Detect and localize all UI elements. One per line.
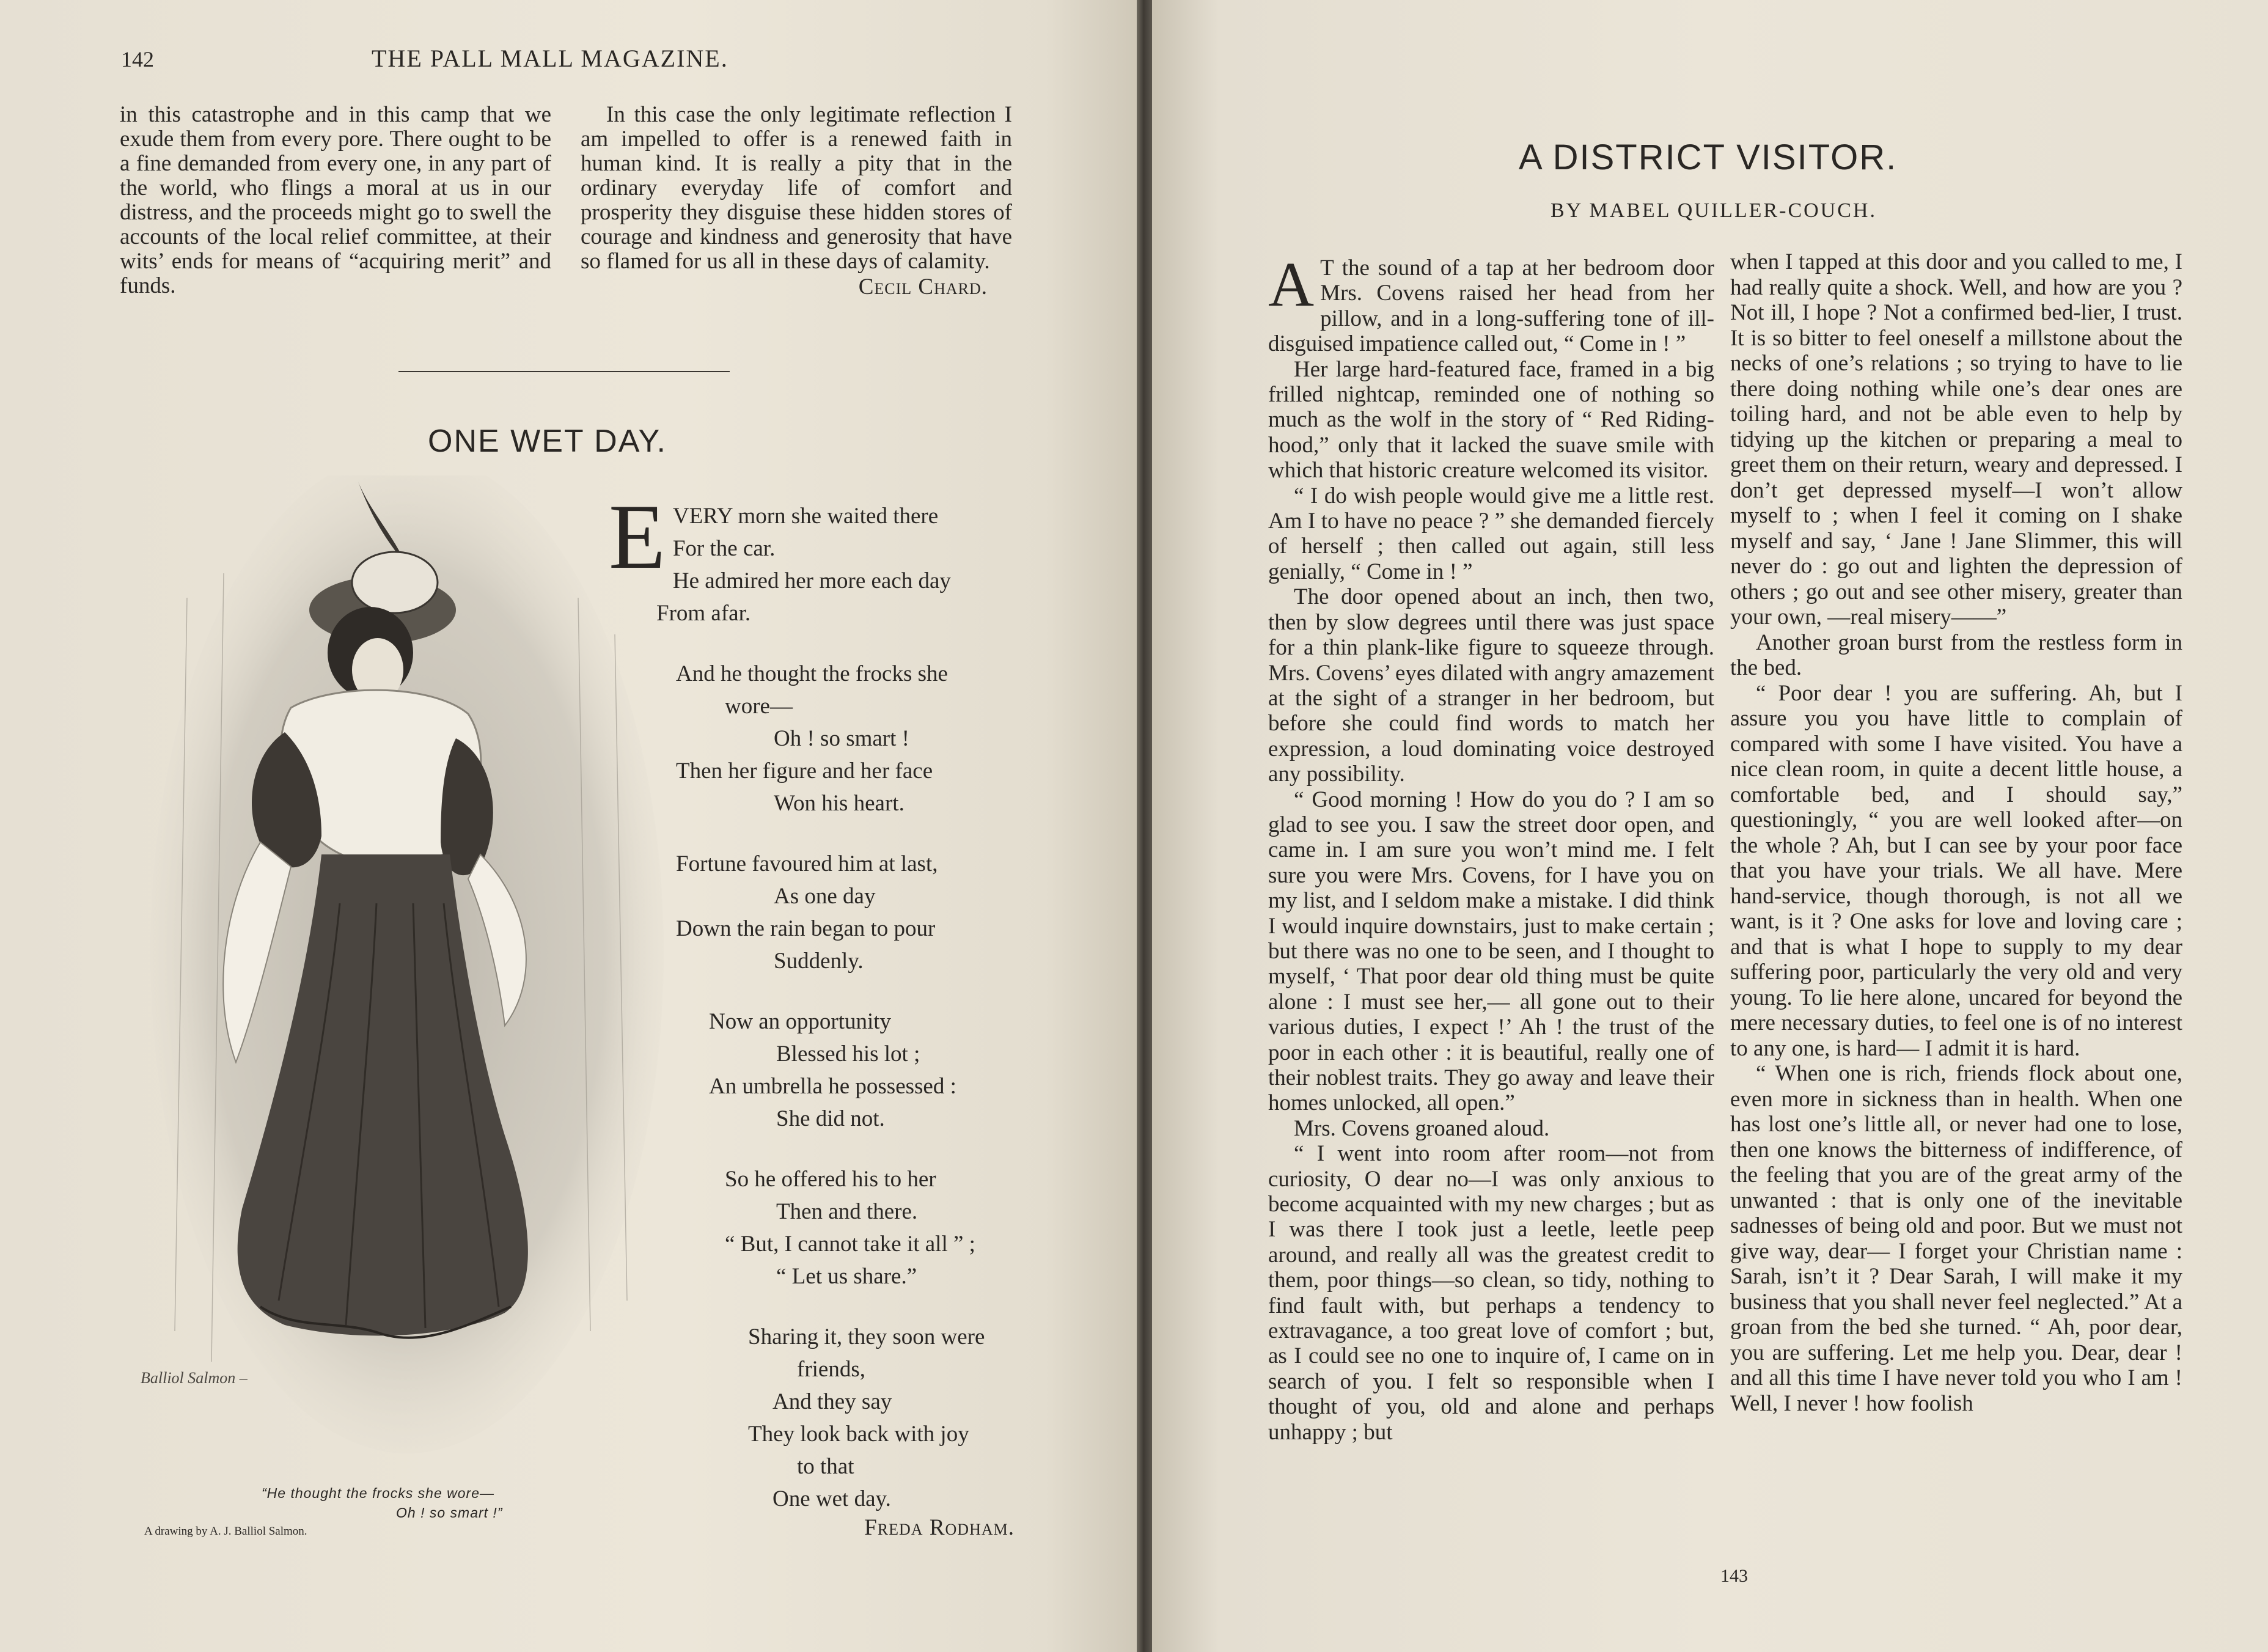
poem-line: And he thought the frocks she	[676, 661, 948, 686]
section-divider	[398, 371, 730, 372]
stanza-6	[748, 1321, 1039, 1515]
poem-line: to that	[797, 1454, 854, 1479]
poem-line: “ Let us share.”	[776, 1264, 917, 1289]
article-title: A DISTRICT VISITOR.	[1519, 138, 1898, 177]
drop-cap: E	[609, 485, 666, 588]
poem-line: One wet day.	[773, 1486, 891, 1511]
prev-article-column-2	[581, 103, 1012, 299]
paragraph: “ Poor dear ! you are suffering. Ah, but I assure you you have little to complain of compared with some I have visited. You have a nice clean room, in quite a decent little house, a comfortable bed, and I should say,” questioningly, “ you are well looked after—on the whole ? Ah, but I can see by your poor face that you have your trials. We all have. Mere hand-service, though thorough, is not all we want, is it ? One asks for love and loving care ; and that is what I hope to supply to my dear suffering poor, particularly the very old and very young. To lie here alone, uncared for beyond the mere necessary duties, to feel one is of no interest to any one, is hard— I admit it is hard.	[1730, 680, 2182, 1061]
poem-author: Freda Rodham.	[864, 1515, 1015, 1540]
poem-line: Down the rain began to pour	[676, 916, 936, 941]
poem-line: Fortune favoured him at last,	[676, 851, 938, 876]
poem-line: For the car.	[672, 536, 776, 561]
article-byline: BY MABEL QUILLER-COUCH.	[1551, 199, 1877, 222]
right-page	[1152, 0, 2268, 1652]
poem-line: An umbrella he possessed :	[709, 1074, 956, 1099]
stanza-5	[725, 1163, 1039, 1293]
illustration-caption-line-2: Oh ! so smart !”	[396, 1505, 503, 1521]
illustration-caption-line-1: “He thought the frocks she wore—	[262, 1485, 494, 1501]
paragraph: in this catastrophe and in this camp that we exude them from every pore. There ought to be a fine demanded from every one, in any part of the world, who flings a moral at us in our distress, and the proceeds might go to swell the accounts of the local relief committee, at their wits’ ends for means of “acquiring merit” and funds.	[120, 102, 551, 298]
poem-line: “ But, I cannot take it all ” ;	[725, 1232, 975, 1257]
poem-line: Now an opportunity	[709, 1009, 892, 1034]
paragraph: “ Good morning ! How do you do ? I am so glad to see you. I saw the street door open, and came in. I am sure you won’t mind me. I felt sure you were Mrs. Covens, for I have you on my list, and I seldom make a mistake. I did think I would inquire downstairs, just to make certain ; but there was no one to be seen, and I thought to myself, ‘ That poor dear old thing must be quite alone : I must see her,— all gone out to their various duties, I expect !’ Ah ! the trust of the poor in each other : it is beautiful, really one of their noblest traits. They go away and leave their homes unlocked, all open.”	[1268, 787, 1714, 1116]
poem-line: She did not.	[776, 1106, 885, 1131]
illustration-credit: A drawing by A. J. Balliol Salmon.	[144, 1525, 307, 1538]
stanza-3	[676, 848, 1039, 977]
poem-line: He admired her more each day	[672, 568, 951, 593]
paragraph: Mrs. Covens groaned aloud.	[1294, 1115, 1550, 1141]
poem-line: friends,	[797, 1357, 865, 1382]
running-head: THE PALL MALL MAGAZINE.	[372, 45, 728, 72]
paragraph: The door opened about an inch, then two, then by slow degrees until there was just space for a thin plank-like figure to squeeze through. Mrs. Covens’ eyes dilated with angry amazement at the sight of a stranger in her bedroom, but before she could find words to match her expression, a loud dominating voice destroyed any possibility.	[1268, 584, 1714, 787]
poem-line: They look back with joy	[748, 1422, 969, 1447]
paragraph: “ I went into room after room—not from curiosity, O dear no—I was only anxious to become acquainted with my new charges ; but as I was there I took just a leetle, leetle peep around, and really all was the greatest credit to them, poor things—so clean, so tidy, nothing to find fault with, but perhaps a tendency to extravagance, a too great love of comfort ; but, as I could see no one to inquire of, I came on in search of you. I felt so responsible when I thought of you, old and alone and perhaps unhappy ; but	[1268, 1141, 1714, 1445]
stanza-2	[676, 658, 1039, 820]
paragraph: Her large hard-featured face, framed in a big frilled nightcap, reminded one of nothing so much as the wolf in the story of “ Red Riding-hood,” only that it lacked the suave smile with which that historic creature welcomed its visitor.	[1268, 356, 1714, 483]
article-column-1	[1268, 249, 1714, 1445]
poem-line: VERY morn she waited there	[672, 504, 939, 529]
artist-signature: Balliol Salmon –	[141, 1369, 248, 1387]
poem-line: wore—	[725, 694, 793, 719]
paragraph: T the sound of a tap at her bedroom door Mrs. Covens raised her head from her pillow, and in a long-suffering tone of ill-disguised impatience called out, “ Come in ! ”	[1268, 255, 1714, 357]
stanza-4	[709, 1005, 1039, 1135]
paragraph: Another groan burst from the restless form in the bed.	[1730, 630, 2182, 680]
author-signature: Cecil Chard.	[858, 274, 988, 299]
poem-line: Sharing it, they soon were	[748, 1324, 985, 1349]
poem-line: Then her figure and her face	[676, 758, 933, 784]
poem-line: Oh ! so smart !	[774, 726, 909, 751]
paragraph: “ I do wish people would give me a little rest. Am I to have no peace ? ” she demanded fiercely of herself ; then called out again, still less genially, “ Come in ! ”	[1268, 483, 1714, 584]
poem-line: Blessed his lot ;	[776, 1041, 920, 1066]
prev-article-column-1	[120, 103, 551, 298]
paragraph: when I tapped at this door and you called to me, I had really quite a shock. Well, and how are you ? Not ill, I hope ? Not a confirmed bed-lier, I trust. It is so bitter to feel oneself a millstone about the necks of one’s relations ; so trying to have to lie there doing nothing while one’s dear ones are toiling hard, and not be able even to help by tidying up the kitchen or preparing a meal to greet them on their return, weary and depressed. I don’t get depressed myself—I won’t allow myself to ; when I feel it coming on I shake myself and say, ‘ Jane ! Jane Slimmer, this will never do : go out and lighten the depression of others ; go out and see other misery, greater than your own, —real misery——”	[1730, 249, 2182, 630]
article-column-2	[1730, 249, 2182, 1416]
poem-line: And they say	[773, 1389, 892, 1414]
poem-line: As one day	[774, 884, 876, 909]
poem-line: Suddenly.	[774, 949, 864, 974]
page-number: 142	[121, 47, 154, 72]
stanza-1	[609, 485, 1039, 630]
poem-line: So he offered his to her	[725, 1167, 936, 1192]
poem-line: From afar.	[656, 601, 751, 626]
poem-line: Then and there.	[776, 1199, 918, 1224]
poem-line: Won his heart.	[774, 791, 905, 816]
drop-cap: A	[1268, 249, 1315, 320]
page-number: 143	[1720, 1566, 1748, 1586]
illustration-drawing	[138, 475, 670, 1490]
poem-body	[609, 485, 1039, 1515]
paragraph: “ When one is rich, friends flock about one, even more in sickness than in health. When one has lost one’s little all, or never had one to lose, then one knows the bitterness of indifference, of the feeling that you are of the great army of the unwanted : that is only one of the inevitable sadnesses of being old and poor. But we must not give way, dear— I forget your Christian name : Sarah, isn’t it ? Dear Sarah, I will make it my business that you shall never feel neglected.” At a groan from the bed she turned. “ Ah, poor dear, you are suffering. Let me help you. Dear, dear ! and all this time I have never told you who I am ! Well, I never ! how foolish	[1730, 1061, 2182, 1416]
paragraph: In this case the only legitimate reflection I am impelled to offer is a renewed faith in human kind. It is really a pity that in the ordinary everyday life of comfort and prosperity they disguise these hidden stores of courage and kindness and generosity that have so flamed for us all in these days of calamity.	[581, 102, 1012, 274]
book-gutter	[1137, 0, 1152, 1652]
illustration-woman-in-frock	[138, 475, 670, 1490]
poem-title: ONE WET DAY.	[428, 424, 667, 459]
